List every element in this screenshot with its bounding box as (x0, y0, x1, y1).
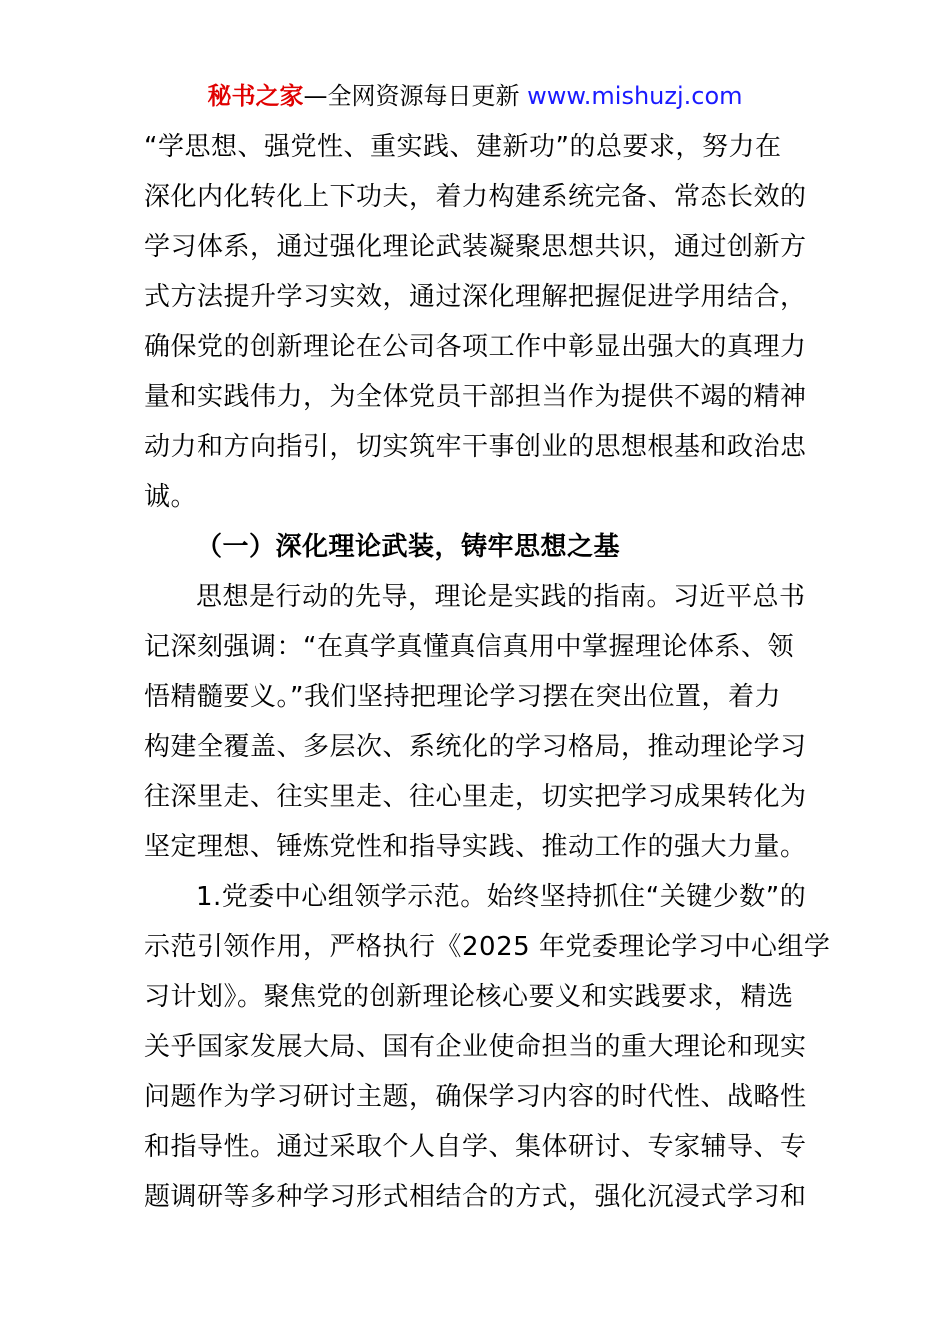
section-heading: （一）深化理论武装，铸牢思想之基 (196, 532, 621, 562)
paragraph-line: “学思想、强党性、重实践、建新功”的总要求，努力在 (144, 132, 782, 162)
paragraph-line: 量和实践伟力，为全体党员干部担当作为提供不竭的精神 (144, 382, 807, 412)
paragraph-line: 记深刻强调：“在真学真懂真信真用中掌握理论体系、领 (144, 632, 794, 662)
site-header (0, 78, 950, 114)
paragraph-line: 习计划》。聚焦党的创新理论核心要义和实践要求，精选 (144, 982, 794, 1012)
site-tagline: —全网资源每日更新 (303, 82, 520, 110)
paragraph-line: 学习体系，通过强化理论武装凝聚思想共识，通过创新方 (144, 232, 807, 262)
paragraph-line: 悟精髓要义。”我们坚持把理论学习摆在突出位置，着力 (144, 682, 781, 712)
paragraph-line: 确保党的创新理论在公司各项工作中彰显出强大的真理力 (144, 332, 807, 362)
paragraph-line: 往深里走、往实里走、往心里走，切实把学习成果转化为 (144, 782, 807, 812)
site-brand: 秘书之家 (207, 82, 304, 110)
paragraph-line: 构建全覆盖、多层次、系统化的学习格局，推动理论学习 (144, 732, 807, 762)
document-body (144, 122, 831, 1222)
paragraph-line: 题调研等多种学习形式相结合的方式，强化沉浸式学习和 (144, 1182, 807, 1212)
paragraph-line: 示范引领作用，严格执行《2025 年党委理论学习中心组学 (144, 932, 831, 962)
paragraph-line: 和指导性。通过采取个人自学、集体研讨、专家辅导、专 (144, 1132, 807, 1162)
paragraph-line: 思想是行动的先导，理论是实践的指南。习近平总书 (196, 582, 806, 612)
paragraph-line: 关乎国家发展大局、国有企业使命担当的重大理论和现实 (144, 1032, 807, 1062)
paragraph-line: 式方法提升学习实效，通过深化理解把握促进学用结合， (144, 282, 807, 312)
paragraph-line: 诚。 (144, 482, 198, 512)
paragraph-line: 动力和方向指引，切实筑牢干事创业的思想根基和政治忠 (144, 432, 807, 462)
paragraph-line: 坚定理想、锤炼党性和指导实践、推动工作的强大力量。 (144, 832, 807, 862)
paragraph-line: 1.党委中心组领学示范。始终坚持抓住“关键少数”的 (196, 882, 807, 912)
paragraph-line: 深化内化转化上下功夫，着力构建系统完备、常态长效的 (144, 182, 807, 212)
paragraph-line: 问题作为学习研讨主题，确保学习内容的时代性、战略性 (144, 1082, 807, 1112)
site-url-link[interactable]: www.mishuzj.com (527, 82, 743, 110)
